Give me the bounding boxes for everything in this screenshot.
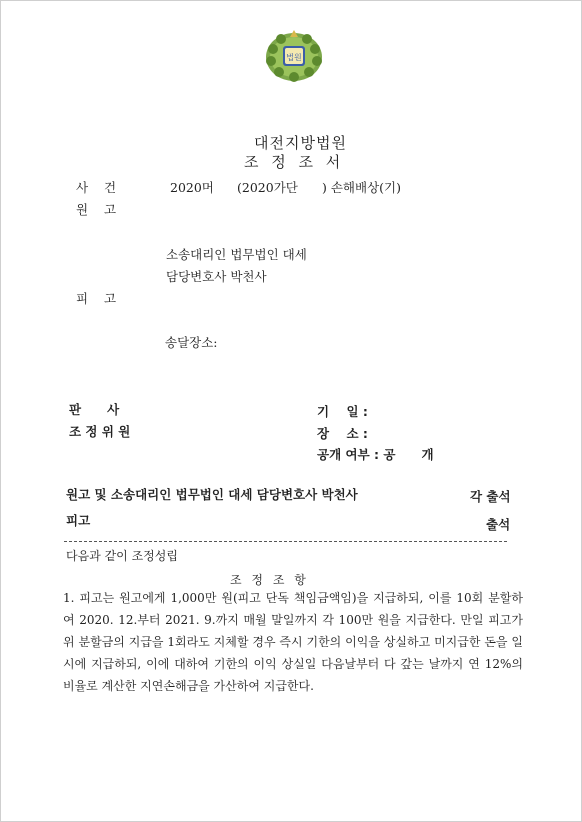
plaintiff-counsel-firm: 소송대리인 법무법인 대세 [166,247,307,262]
court-emblem-icon [263,27,325,83]
attendance-defendant-status: 출석 [486,517,511,532]
case-reference: (2020가단 [237,180,298,195]
case-number: 2020머 [170,180,214,195]
hearing-date-label: 기 일 : [317,404,368,419]
attendance-defendant: 피고 [66,513,91,528]
attendance-plaintiff-status: 각 출석 [470,489,511,504]
service-address-label: 송달장소: [165,335,218,350]
hearing-place-label: 장 소 : [317,426,368,441]
divider [64,541,507,542]
term-1: 1. 피고는 원고에게 1,000만 원(피고 단독 책임금액임)을 지급하되, 이를 10회 분할하여 2020. 12.부터 2021. 9.까지 매월 말일까지 각 100만 원을 지급한다. 만일 피고가 위 분할금의 지급을 1회라도 지체할 경우 즉시 기한의 이익을 상실하고 미지급한 돈을 일시에 지급하되, 이에 대하여 기한의 이익 상실일 다음날부터 다 갚는 날까지 연 12%의 비율로 계산한 지연손해금을 가산하여 지급한다. [63,591,523,693]
mediator-label: 조 정 위 원 [69,424,131,439]
plaintiff-label: 원 고 [76,202,117,217]
document-title: 조 정 조 서 [244,153,345,171]
case-name: ) 손해배상(기) [322,180,401,195]
terms-title: 조 정 조 항 [230,573,309,587]
court-name: 대전지방법원 [254,134,347,152]
defendant-label: 피 고 [76,291,117,306]
settlement-statement: 다음과 같이 조정성립 [66,549,178,563]
seal-text: 법원 [286,53,302,62]
plaintiff-counsel-attorney: 담당변호사 박천사 [166,269,267,284]
case-label: 사 건 [76,180,117,195]
attendance-plaintiff: 원고 및 소송대리인 법무법인 대세 담당변호사 박천사 [66,487,358,502]
public-status: 공개 여부 : 공 개 [317,447,434,462]
judge-label: 판 사 [69,402,120,417]
